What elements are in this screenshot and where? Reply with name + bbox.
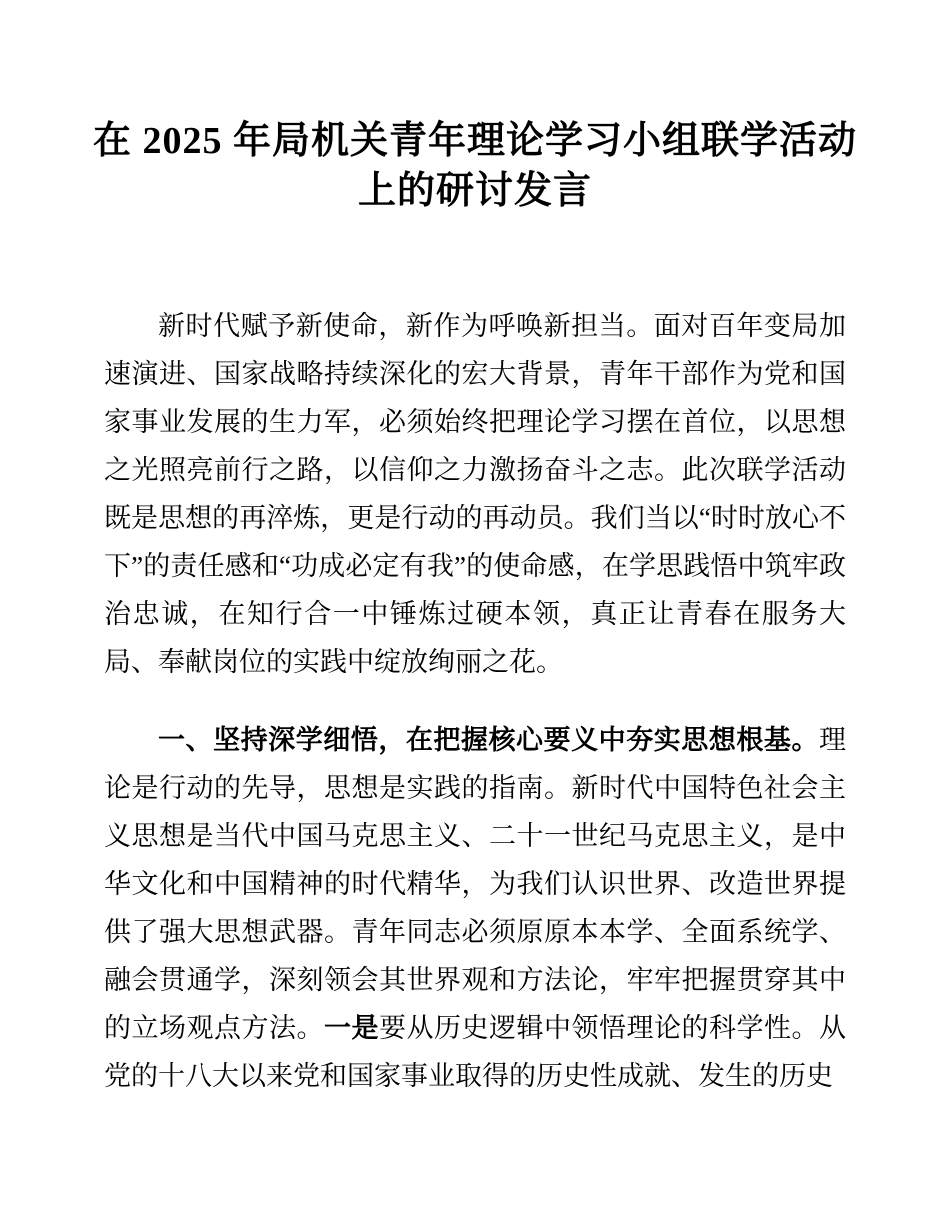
bold-text-run: 一、坚持深学细悟，在把握核心要义中夯实思想根基。 <box>158 725 819 755</box>
text-run: 新时代赋予新使命，新作为呼唤新担当。面对百年变局加速演进、国家战略持续深化的宏大背景，青年干部作为党和国家事业发展的生力军，必须始终把理论学习摆在首位，以思想之光照亮前行之路，以信仰之力激扬奋斗之志。此次联学活动既是思想的再淬炼，更是行动的再动员。我们当以“时时放心不下”的责任感和“功成必定有我”的使命感，在学思践悟中筑牢政治忠诚，在知行合一中锤炼过硬本领，真正让青春在服务大局、奉献岗位的实践中绽放绚丽之花。 <box>104 311 846 677</box>
document-title <box>80 116 870 216</box>
paragraph-1 <box>104 302 846 686</box>
bold-text-run: 一是 <box>324 1013 379 1043</box>
document-body <box>104 302 846 1100</box>
document-title-line-2: 上的研讨发言 <box>357 170 592 212</box>
paragraph-2 <box>104 716 846 1100</box>
text-run: 理论是行动的先导，思想是实践的指南。新时代中国特色社会主义思想是当代中国马克思主义、二十一世纪马克思主义，是中华文化和中国精神的时代精华，为我们认识世界、改造世界提供了强大思想武器。青年同志必须原原本本学、全面系统学、融会贯通学，深刻领会其世界观和方法论，牢牢把握贯穿其中的立场观点方法。 <box>104 725 846 1043</box>
text-run: 要从历史逻辑中领悟理论的科学性。从党的十八大以来党和国家事业取得的历史性成就、发生的历史 <box>104 1013 846 1091</box>
document-title-line-1: 在 2025 年局机关青年理论学习小组联学活动 <box>92 120 857 162</box>
